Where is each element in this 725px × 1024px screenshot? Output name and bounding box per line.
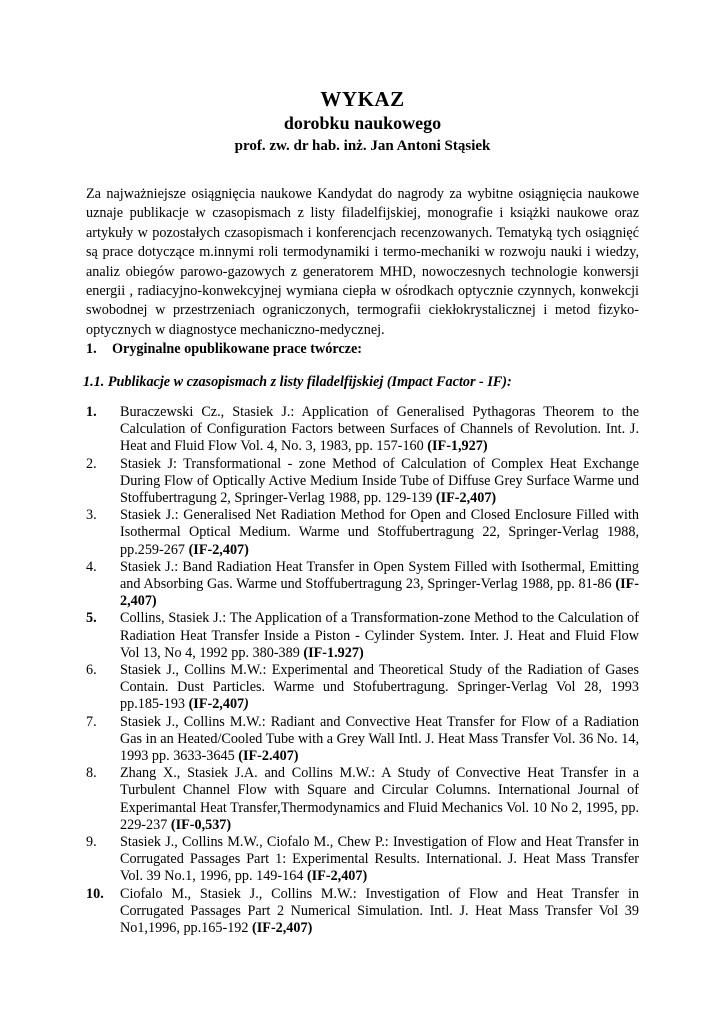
publication-entry (86, 610, 639, 662)
section-number: 1. (86, 341, 97, 357)
entry-number: 4. (86, 558, 97, 575)
entry-number: 5. (86, 610, 97, 627)
document-subtitle: dorobku naukowego (283, 113, 442, 133)
entry-number: 3. (86, 507, 97, 524)
entry-text: Ciofalo M., Stasiek J., Collins M.W.: Investigation of Flow and Heat Transfer in Corrugated Passages Part 2 Numerical Simulation. Intl. J. Heat Mass Transfer Vol 39 No1,1996, pp.165-192 (120, 885, 639, 937)
publication-entry (86, 765, 639, 834)
publication-entry (86, 714, 639, 766)
impact-factor: (IF-2,407 (188, 696, 245, 713)
impact-factor: (IF-2.407) (238, 748, 299, 765)
publication-entry (86, 507, 639, 559)
impact-factor: (IF-2,407) (120, 576, 639, 610)
impact-factor: (IF-2,407) (188, 541, 249, 558)
document-title: WYKAZ (320, 87, 405, 111)
impact-factor: (IF-1,927) (427, 438, 488, 455)
impact-factor: (IF-1.927) (303, 644, 364, 661)
entry-text: Buraczewski Cz., Stasiek J.: Application of Generalised Pythagoras Theorem to the Calculation of Configuration Factors between Surfaces of Channels of Revolution. Int. J. Heat and Fluid Flow Vol. 4, No. 3, 1983, pp. 157-160 (120, 404, 639, 455)
section-heading (86, 339, 362, 359)
publication-entry (86, 834, 639, 886)
publication-entry (86, 559, 639, 611)
publication-entry (86, 662, 639, 714)
impact-factor: (IF-0,537) (170, 816, 232, 833)
entry-number: 6. (86, 662, 97, 679)
entry-text: Stasiek J., Collins M.W., Ciofalo M., Chew P.: Investigation of Flow and Heat Transfer in Corrugated Passages Part 1: Experimental Results. International. J. Heat Mass Transfer Vol. 39 No.1, 1996, pp. 149-164 (120, 834, 639, 885)
entry-text: Stasiek J.: Generalised Net Radiation Method for Open and Closed Enclosure Filled with Isothermal Optical Medium. Warme und Stoffubertragung 22, Springer-Verlag 1988, pp.259-267 (120, 507, 639, 558)
entry-text: Stasiek J: Transformational - zone Method of Calculation of Complex Heat Exchange During Flow of Optically Active Medium Inside Tube of Diffuse Grey Surface Warme und Stoffubertragung 2, Springer-Verlag 1988, pp. 129-139 (120, 455, 639, 507)
impact-factor: (IF-2,407) (306, 868, 368, 885)
publication-entry (86, 456, 639, 508)
entry-text: Stasiek J.: Band Radiation Heat Transfer in Open System Filled with Isothermal, Emitting and Absorbing Gas. Warme und Stoffubertragung 23, Springer-Verlag 1988, pp. 81-86 (120, 558, 639, 593)
entry-number: 1. (86, 404, 97, 420)
impact-factor: (IF-2,407) (252, 920, 313, 937)
entry-number: 2. (86, 455, 97, 472)
publication-list (86, 404, 639, 937)
impact-factor-tail: ) (244, 696, 249, 713)
author-line: prof. zw. dr hab. inż. Jan Antoni Stąsiek (234, 138, 491, 154)
entry-number: 9. (86, 834, 97, 851)
impact-factor: (IF-2,407) (435, 490, 497, 507)
section-heading-text: Oryginalne opublikowane prace twórcze: (112, 341, 362, 357)
entry-number: 10. (86, 885, 104, 902)
subsection-heading: 1.1. Publikacje w czasopismach z listy filadelfijskiej (Impact Factor - IF): (83, 374, 512, 390)
entry-number: 7. (86, 713, 97, 730)
intro-paragraph: Za najważniejsze osiągnięcia naukowe Kandydat do nagrody za wybitne osiągnięcia naukowe uznaje publikacje w czasopismach z listy filadelfijskiej, monografie i książki naukowe oraz artykuły w pozostałych czasopismach i konferencjach recenzowanych. Tematyką tych osiągnięć są prace dotyczące m.innymi roli termodynamiki i termo-mechaniki w rozwoju nauki i wiedzy, analiz obiegów parowo-gazowych z generatorem MHD, nowoczesnych technologie konwersji energii , radiacyjno-konwekcyjnej wymiana ciepła w ośrodkach optycznie czynnych, konwekcji swobodnej w przestrzeniach ograniczonych, termografii ciekłokrystalicznej i metod fizyko-optycznych w diagnostyce mechaniczno-medycznej. (86, 186, 639, 338)
entry-number: 8. (86, 765, 97, 782)
publication-entry (86, 886, 639, 938)
entry-text: Collins, Stasiek J.: The Application of a Transformation-zone Method to the Calculation of Radiation Heat Transfer Inside a Piston - Cylinder System. Inter. J. Heat and Fluid Flow Vol 13, No 4, 1992 pp. 380-389 (120, 610, 639, 661)
entry-text: Stasiek J., Collins M.W.: Experimental and Theoretical Study of the Radiation of Gases Contain. Dust Particles. Warme und Stofubertragung. Springer-Verlag Vol 28, 1993 pp.185-193 (120, 662, 639, 713)
entry-text: Zhang X., Stasiek J.A. and Collins M.W.: A Study of Convective Heat Transfer in a Turbulent Channel Flow with Square and Circular Columns. International Journal of Experimantal Heat Transfer,Thermodynamics and Fluid Mechanics Vol. 10 No 2, 1995, pp. 229-237 (120, 765, 639, 833)
publication-entry (86, 404, 639, 456)
entry-text: Stasiek J., Collins M.W.: Radiant and Convective Heat Transfer for Flow of a Radiation Gas in an Heated/Cooled Tube with a Grey Wall Intl. J. Heat Mass Transfer Vol. 36 No. 14, 1993 pp. 3633-3645 (120, 713, 639, 765)
